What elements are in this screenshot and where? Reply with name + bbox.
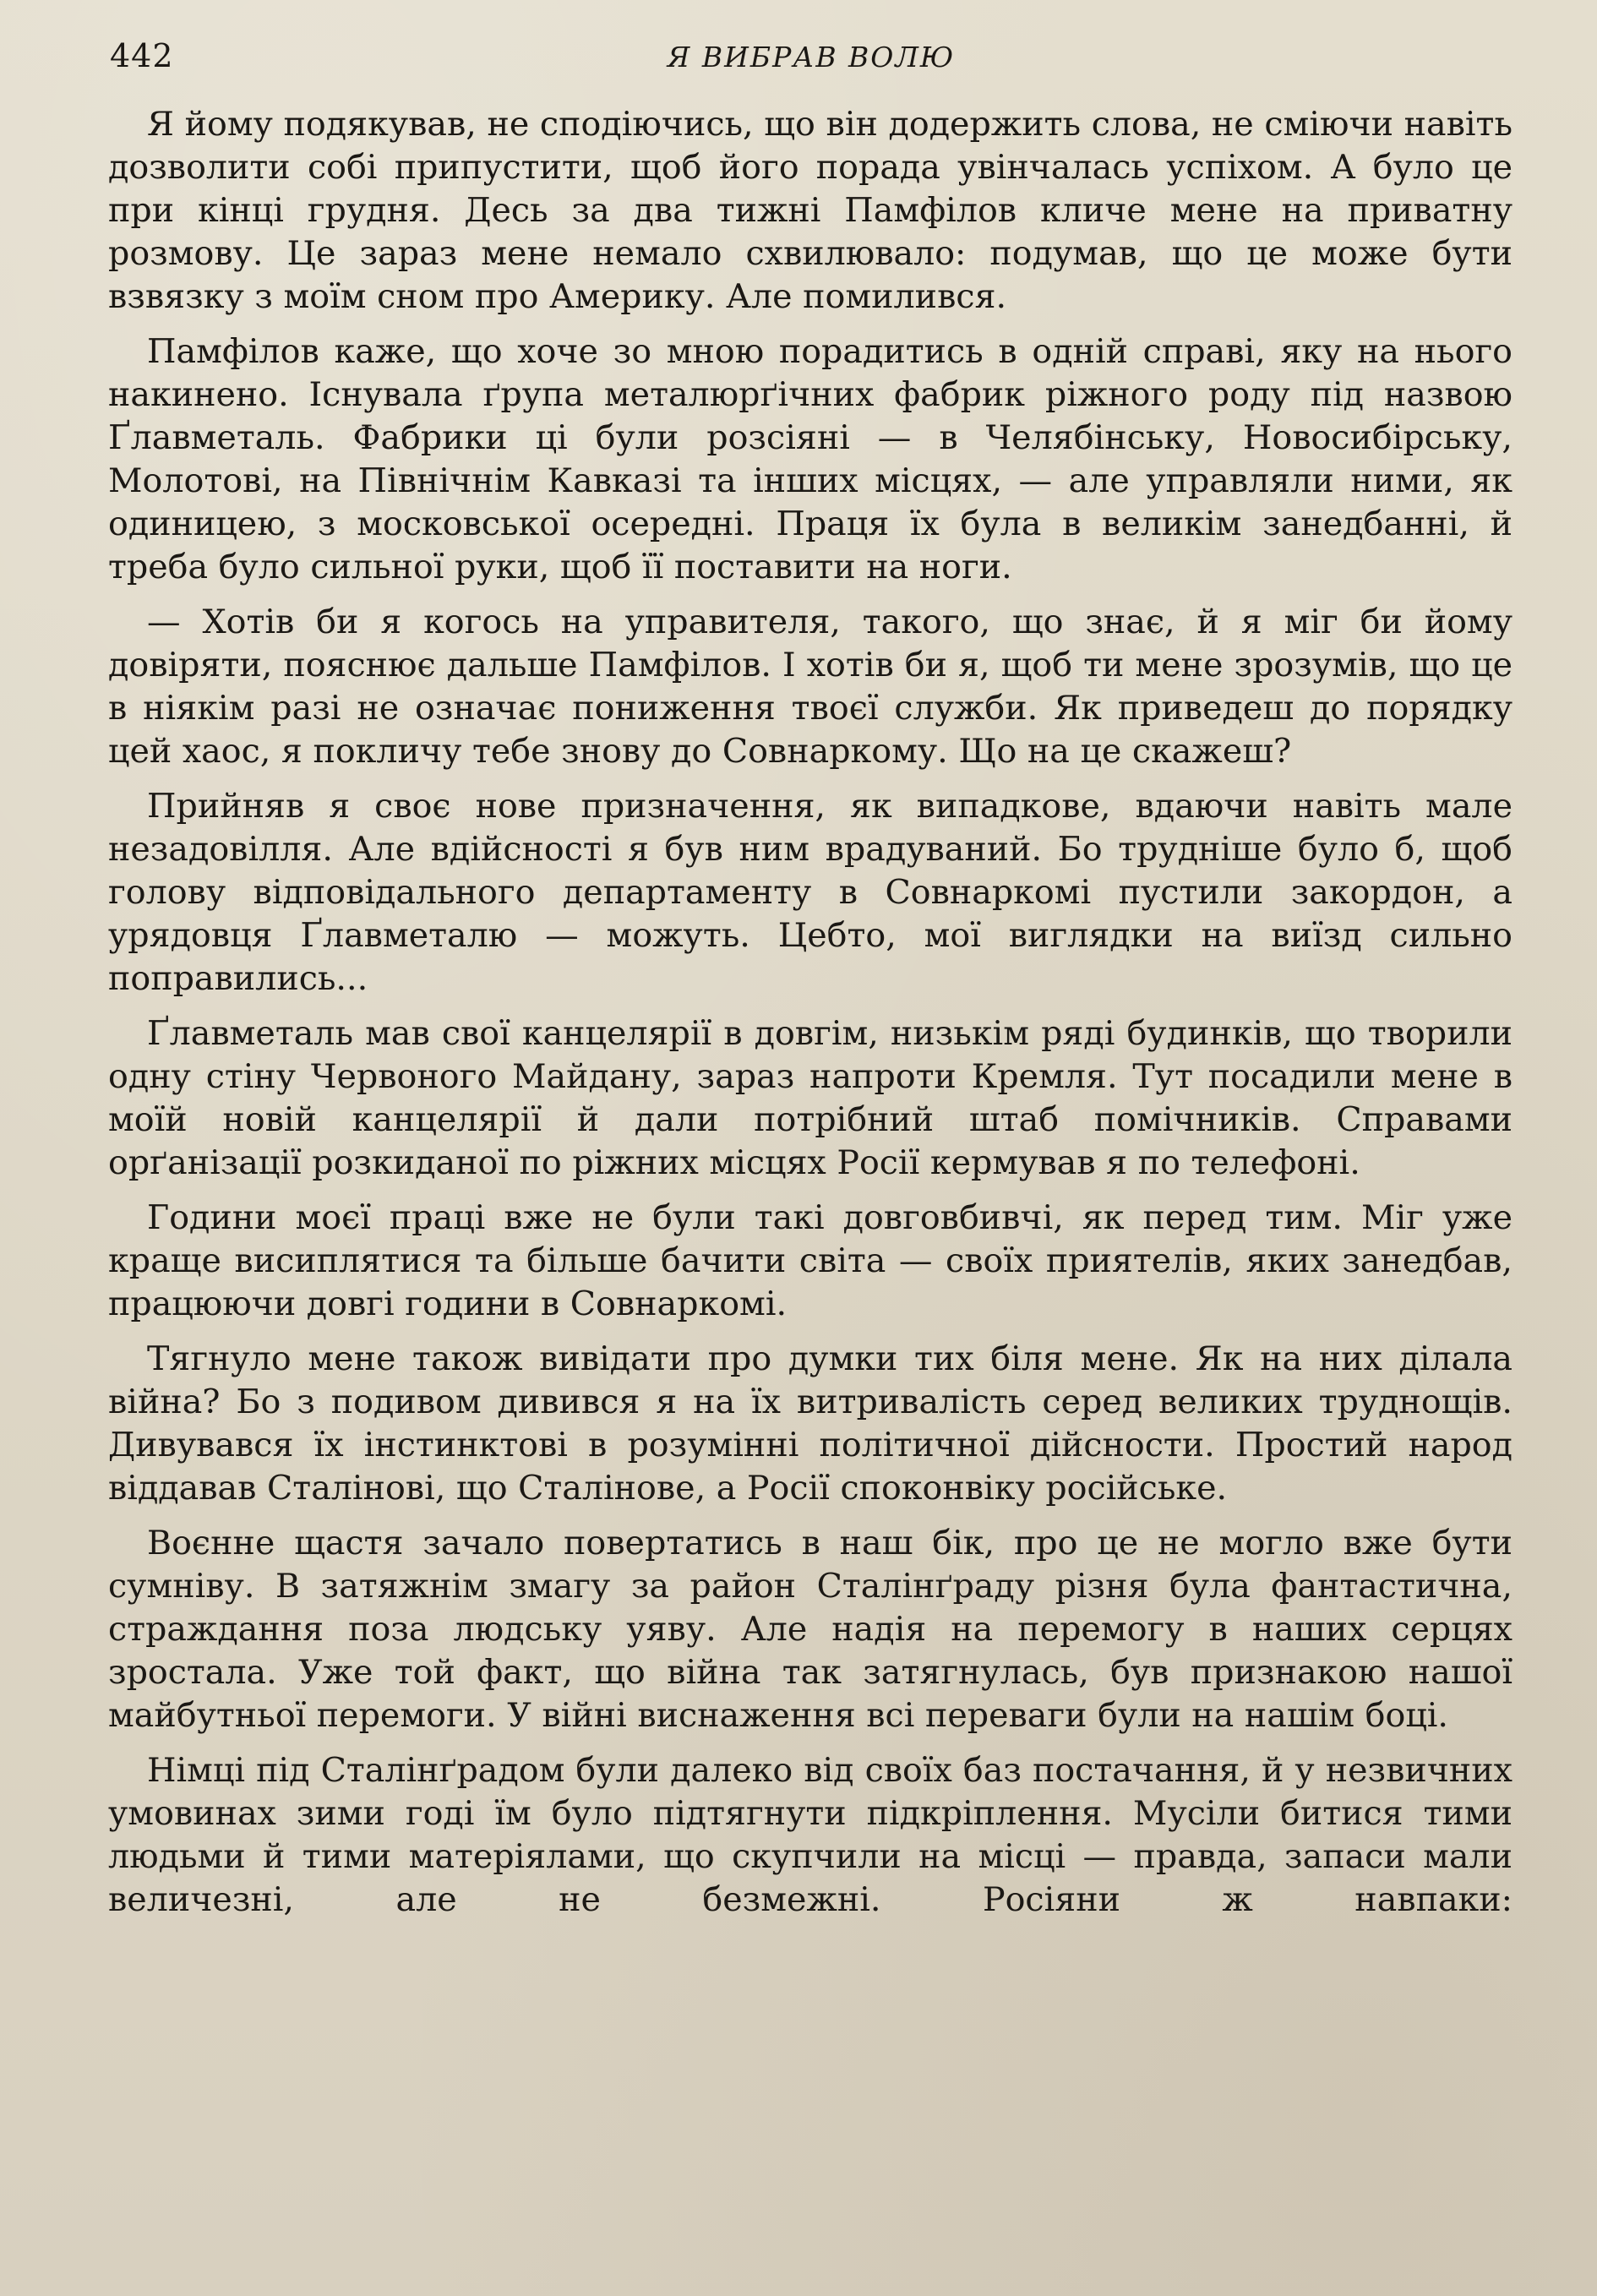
paragraph: Прийняв я своє нове призначення, як випадкове, вдаючи навіть мале незадовілля. Але вдійсності я був ним врадуваний. Бо труднішe було б, щоб голову відповідального департаменту в Совнаркомі пустили закордон, а урядовця Ґлавметалю — можуть. Цебто, мої виглядки на виїзд сильно поправились... [108,787,1513,998]
page-number: 442 [110,37,174,74]
paragraph: Воєнне щастя зачало повертатись в наш бік, про це не могло вже бути сумніву. В затяжнім змагу за район Сталінґраду різня була фантастична, страждання поза людську уяву. Але надія на перемогу в наших серцях зростала. Уже той факт, що війна так затягнулась, був признакою нашої майбутньої перемоги. У війні виснаження всі переваги були на нашім боці. [108,1524,1513,1735]
running-title: Я ВИБРАВ ВОЛЮ [667,41,956,74]
paragraph: Німці під Сталінґрадом були далеко від своїх баз постачання, й у незвичних умовинах зими годі їм було підтягнути підкріплення. Мусіли битися тими людьми й тими матеріялами, що скупчили на місці — правда, запаси мали величезні, але не безмежні. Росіяни ж навпаки: [108,1751,1513,1919]
body-text [108,103,1513,1933]
paragraph: Години моєї праці вже не були такі довговбивчі, як перед тим. Міг уже краще висиплятися та більше бачити світа — своїх приятелів, яких занедбав, працюючи довгі години в Совнаркомі. [108,1198,1513,1323]
paragraph: — Хотів би я когось на управителя, такого, що знає, й я міг би йому довіряти, пояснює дальше Памфілов. І хотів би я, щоб ти мене зрозумів, що це в ніякім разі не означає пониження твоєї служби. Як приведеш до порядку цей хаос, я покличу тебе знову до Совнаркому. Що на це скажеш? [108,603,1513,771]
paragraph: Тягнуло мене також вивідати про думки тих біля мене. Як на них ділала війна? Бо з подивом дивився я на їх витривалість серед великих труднощів. Дивувався їх інстинктові в розумінні політичної дійсности. Простий народ віддавав Сталінові, що Сталінове, а Росії споконвіку російське. [108,1339,1513,1508]
page-header [110,37,1513,88]
paragraph: Ґлавметаль мав свої канцелярії в довгім, низькім ряді будинків, що творили одну стіну Червоного Майдану, зараз напроти Кремля. Тут посадили мене в моїй новій канцелярії й дали потрібний штаб помічників. Справами орґанізації розкиданої по ріжних місцях Росії кермував я по телефоні. [108,1014,1513,1182]
paragraph: Памфілов каже, що хоче зо мною порадитись в одній справі, яку на нього накинено. Існувала ґрупа металюрґічних фабрик ріжного роду під назвою Ґлавметаль. Фабрики ці були розсіяні — в Челябінську, Новосибірську, Молотові, на Північнім Кавказі та інших місцях, — але управляли ними, як одиницею, з московської осередні. Праця їх була в великім занедбанні, й треба було сильної руки, щоб її поставити на ноги. [108,332,1513,586]
paragraph: Я йому подякував, не сподіючись, що він додержить слова, не сміючи навіть дозволити собі припустити, щоб його порада увінчалась успіхом. А було це при кінці грудня. Десь за два тижні Памфілов кличе мене на приватну розмову. Це зараз мене немало схвилювало: подумав, що це може бути взвязку з моїм сном про Америку. Але помилився. [108,105,1513,316]
